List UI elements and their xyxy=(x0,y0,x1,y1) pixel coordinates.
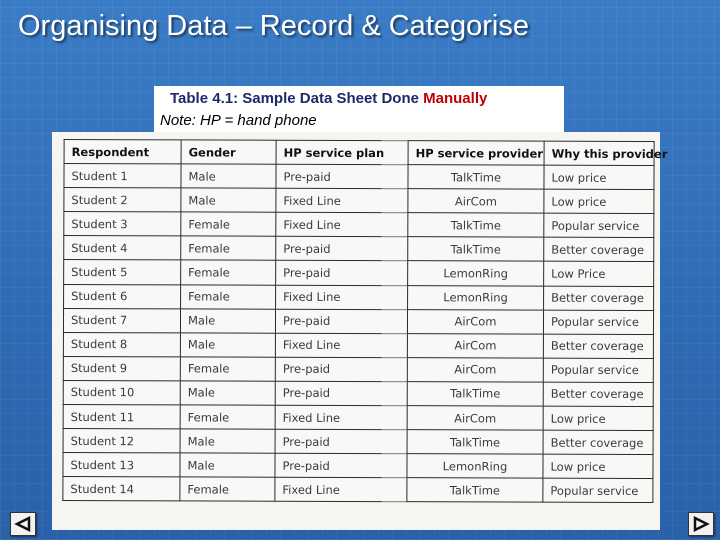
cell-respondent: Student 4 xyxy=(64,236,181,261)
cell-why-provider: Better coverage xyxy=(544,238,654,262)
cell-gender: Male xyxy=(180,453,275,477)
cell-respondent: Student 11 xyxy=(63,405,180,430)
cell-service-plan: Fixed Line xyxy=(275,478,407,503)
cell-service-provider: AirCom xyxy=(407,406,543,431)
cell-service-provider: TalkTime xyxy=(408,213,544,238)
cell-service-plan: Fixed Line xyxy=(276,285,408,310)
cell-why-provider: Low price xyxy=(543,406,653,430)
cell-service-plan: Pre-paid xyxy=(276,237,408,262)
cell-gender: Female xyxy=(180,405,275,429)
cell-gender: Male xyxy=(180,333,275,357)
cell-service-plan: Pre-paid xyxy=(275,429,407,454)
cell-why-provider: Better coverage xyxy=(543,382,653,406)
table-caption xyxy=(170,90,487,107)
table-row xyxy=(63,308,653,334)
cell-service-plan: Pre-paid xyxy=(275,309,407,334)
cell-gender: Male xyxy=(181,188,276,212)
header-why-provider: Why this provider xyxy=(544,141,654,165)
cell-service-provider: LemonRing xyxy=(407,454,543,479)
cell-gender: Female xyxy=(181,260,276,284)
table-header-row xyxy=(64,139,654,165)
table-row xyxy=(63,453,653,479)
cell-service-plan: Pre-paid xyxy=(275,453,407,478)
cell-respondent: Student 10 xyxy=(63,380,180,405)
cell-service-provider: TalkTime xyxy=(407,430,543,455)
cell-respondent: Student 6 xyxy=(64,284,181,309)
cell-service-plan: Pre-paid xyxy=(275,381,407,406)
cell-respondent: Student 1 xyxy=(64,164,181,189)
cell-respondent: Student 2 xyxy=(64,188,181,213)
cell-service-plan: Fixed Line xyxy=(276,188,408,213)
table-body xyxy=(63,164,654,503)
cell-service-provider: TalkTime xyxy=(407,478,543,503)
cell-why-provider: Better coverage xyxy=(543,334,653,358)
cell-service-plan: Fixed Line xyxy=(275,333,407,358)
table-row xyxy=(63,405,653,431)
cell-gender: Male xyxy=(180,381,275,405)
cell-why-provider: Better coverage xyxy=(543,430,653,454)
cell-respondent: Student 9 xyxy=(63,356,180,381)
previous-slide-icon xyxy=(15,517,31,531)
cell-service-provider: LemonRing xyxy=(408,285,544,310)
cell-why-provider: Popular service xyxy=(543,358,653,382)
slide-title: Organising Data – Record & Categorise xyxy=(18,10,529,42)
table-row xyxy=(64,260,654,286)
cell-service-provider: AirCom xyxy=(407,333,543,358)
table-row xyxy=(63,429,653,455)
cell-service-provider: TalkTime xyxy=(408,165,544,190)
table-row xyxy=(63,477,653,503)
table-row xyxy=(64,284,654,310)
cell-respondent: Student 14 xyxy=(63,477,180,502)
cell-service-plan: Fixed Line xyxy=(275,405,407,430)
previous-slide-button[interactable] xyxy=(10,512,36,536)
sample-data-table xyxy=(62,139,668,503)
cell-respondent: Student 12 xyxy=(63,429,180,454)
cell-respondent: Student 3 xyxy=(64,212,181,237)
cell-respondent: Student 7 xyxy=(63,308,180,333)
cell-why-provider: Better coverage xyxy=(544,286,654,310)
cell-service-plan: Pre-paid xyxy=(275,357,407,382)
table-row xyxy=(64,212,654,238)
cell-service-provider: AirCom xyxy=(407,358,543,383)
cell-why-provider: Popular service xyxy=(544,213,654,237)
header-gender: Gender xyxy=(181,140,276,164)
cell-why-provider: Low price xyxy=(544,165,654,189)
header-service-plan: HP service plan xyxy=(276,140,408,165)
cell-gender: Female xyxy=(180,477,275,501)
cell-respondent: Student 5 xyxy=(64,260,181,285)
table-row xyxy=(64,164,654,190)
next-slide-icon xyxy=(693,517,709,531)
cell-why-provider: Popular service xyxy=(543,310,653,334)
cell-service-plan: Pre-paid xyxy=(276,164,408,189)
cell-gender: Female xyxy=(181,212,276,236)
table-row xyxy=(63,380,653,406)
cell-service-provider: TalkTime xyxy=(408,237,544,262)
cell-gender: Male xyxy=(181,164,276,188)
table-row xyxy=(63,332,653,358)
cell-service-provider: TalkTime xyxy=(407,382,543,407)
cell-gender: Female xyxy=(181,284,276,308)
cell-why-provider: Popular service xyxy=(543,478,653,502)
cell-why-provider: Low price xyxy=(544,189,654,213)
header-service-provider: HP service provider xyxy=(408,141,544,166)
cell-gender: Male xyxy=(180,429,275,453)
cell-service-plan: Fixed Line xyxy=(276,212,408,237)
table-row xyxy=(64,188,654,214)
table-row xyxy=(64,236,654,262)
cell-respondent: Student 13 xyxy=(63,453,180,478)
cell-gender: Male xyxy=(180,309,275,333)
cell-service-provider: AirCom xyxy=(407,309,543,334)
cell-service-provider: AirCom xyxy=(408,189,544,214)
cell-service-provider: LemonRing xyxy=(408,261,544,286)
cell-why-provider: Low Price xyxy=(544,262,654,286)
cell-respondent: Student 8 xyxy=(63,332,180,357)
cell-why-provider: Low price xyxy=(543,454,653,478)
header-respondent: Respondent xyxy=(64,139,181,164)
table-row xyxy=(63,356,653,382)
table-note: Note: HP = hand phone xyxy=(160,112,317,129)
cell-gender: Female xyxy=(181,236,276,260)
cell-gender: Female xyxy=(180,357,275,381)
caption-accent: Manually xyxy=(423,90,488,107)
caption-main: Table 4.1: Sample Data Sheet Done xyxy=(170,90,424,107)
next-slide-button[interactable] xyxy=(688,512,714,536)
cell-service-plan: Pre-paid xyxy=(276,261,408,286)
